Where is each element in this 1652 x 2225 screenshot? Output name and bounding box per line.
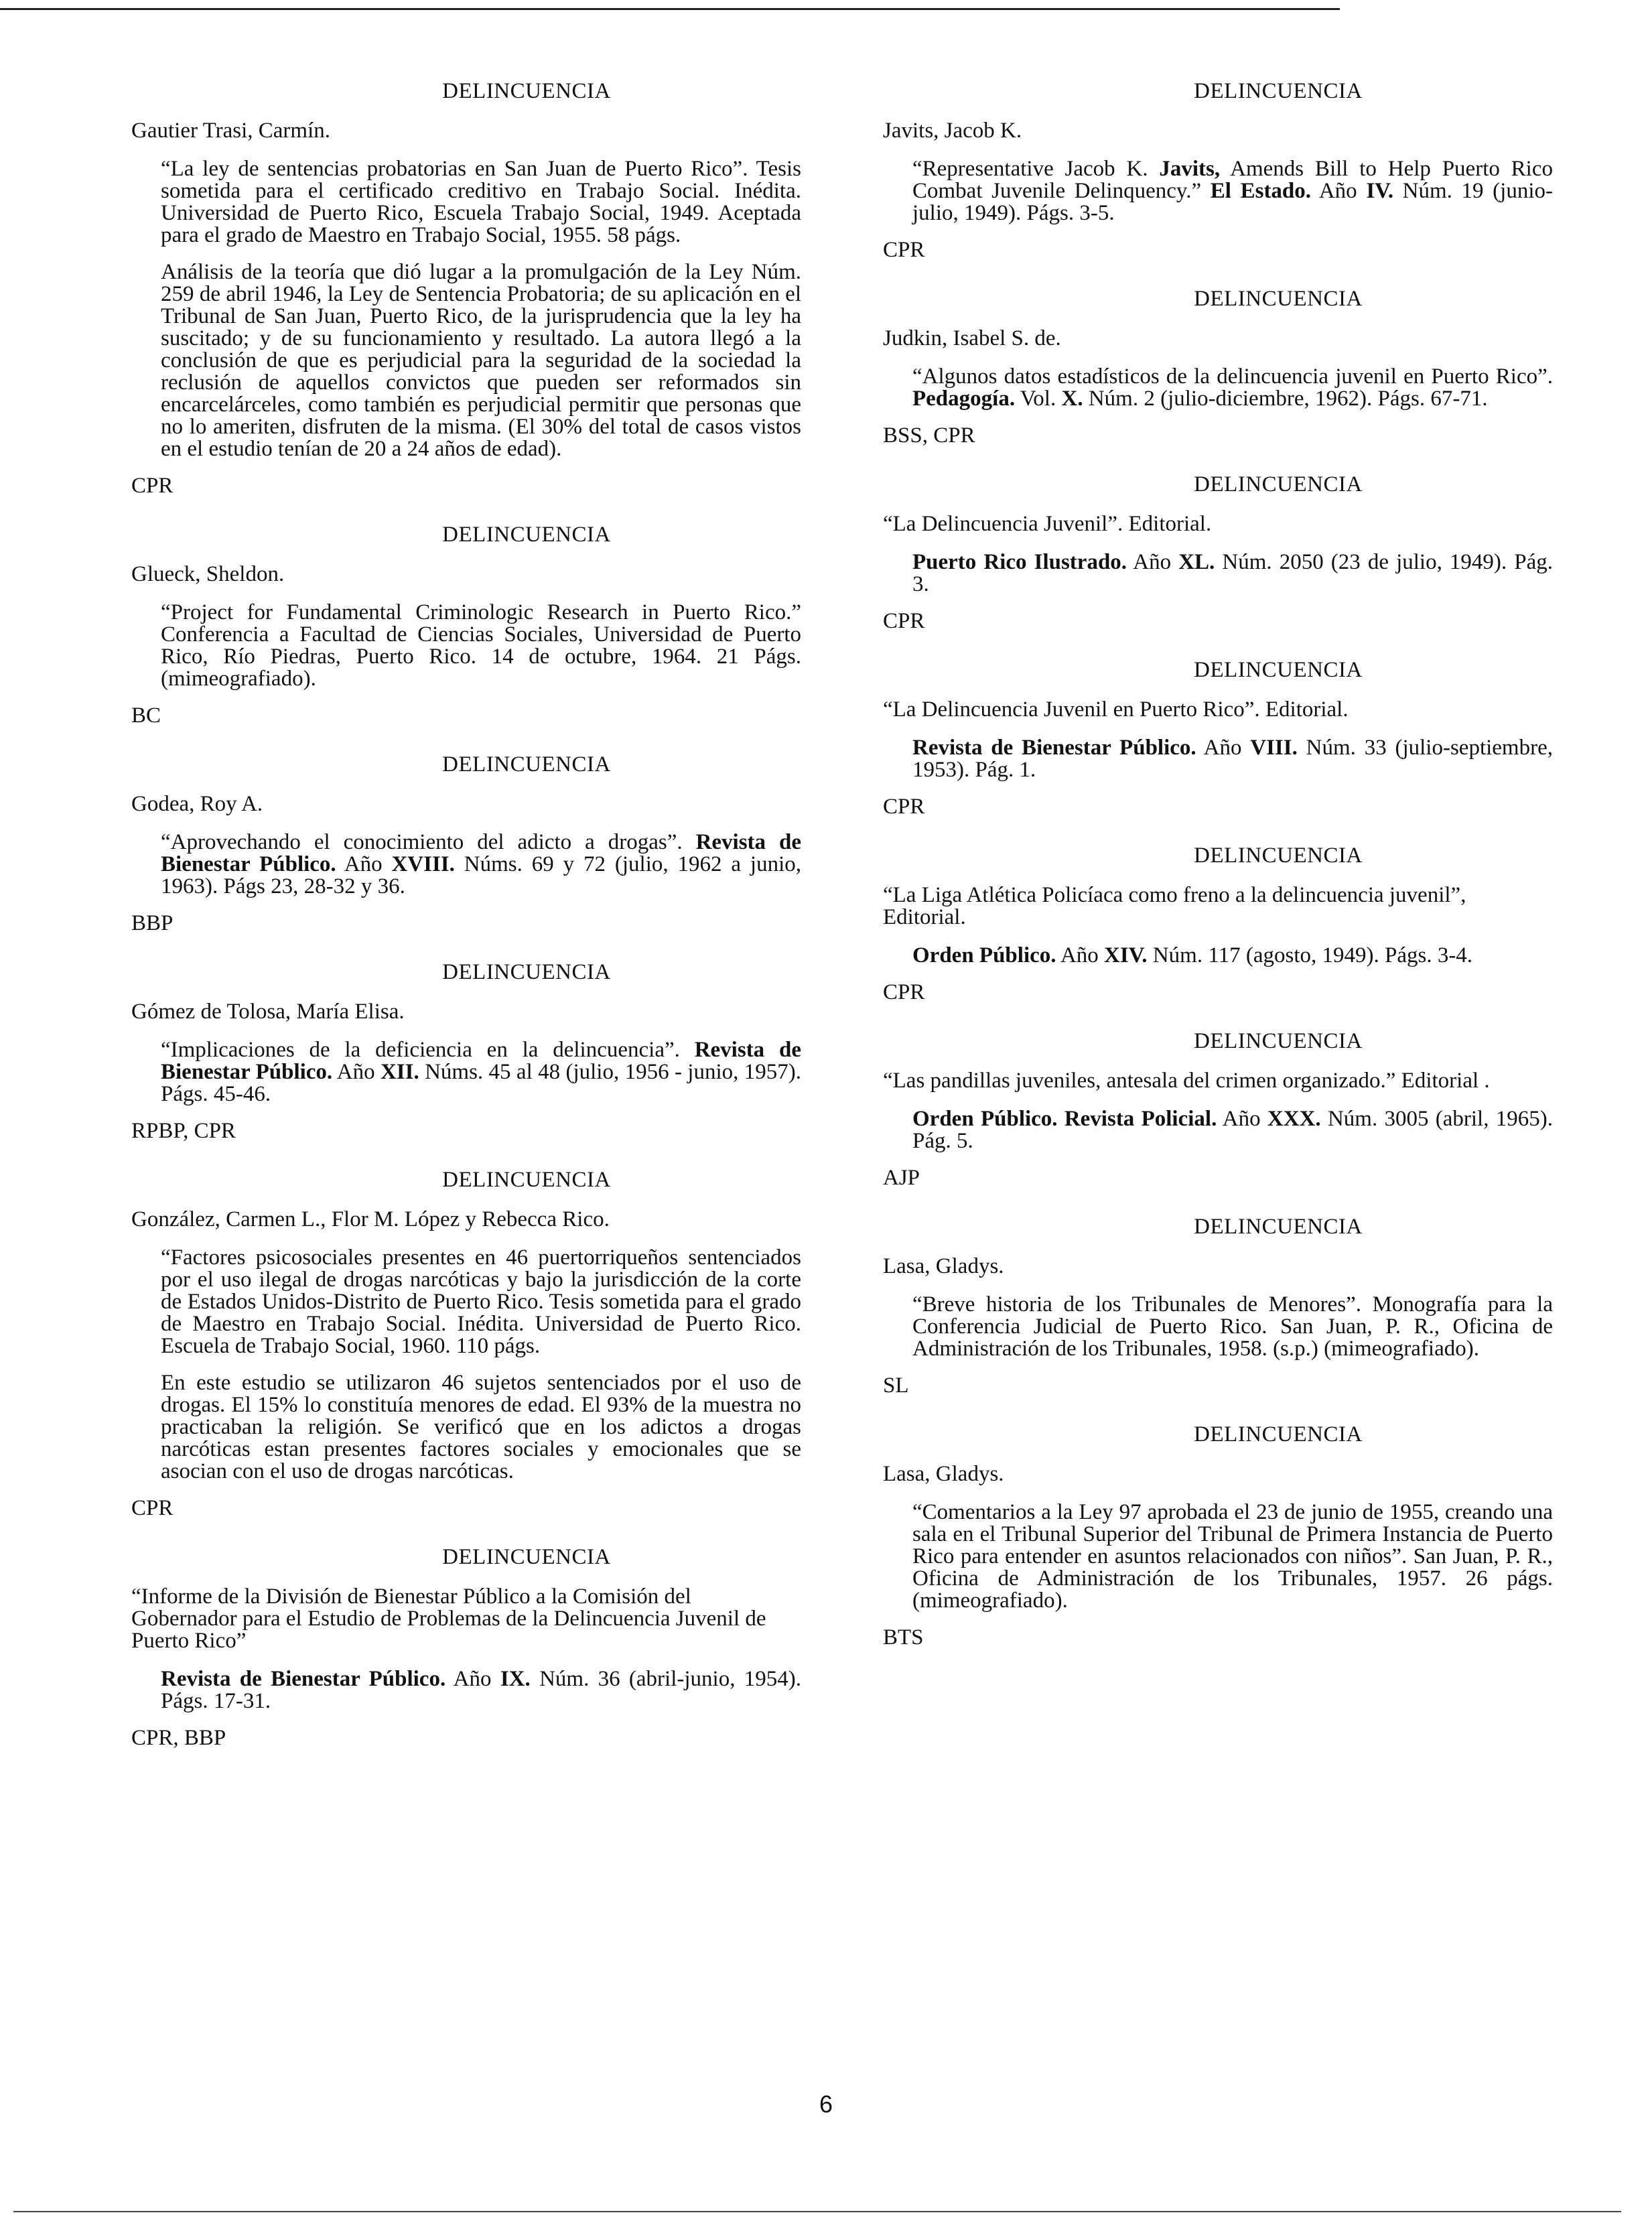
section-heading: DELINCUENCIA [442,79,611,103]
entry-lasa-comentarios [883,1424,1553,1649]
pub-year-label: Año [1217,1107,1267,1131]
journal-name: Orden Público. Revista Policial. [912,1107,1217,1131]
pub-vol-label: Vol. [1015,387,1062,411]
entry-la-delincuencia-juvenil [883,474,1553,632]
page-number: 6 [819,2090,833,2118]
entry-publication [883,945,1553,967]
pub-volume: XII. [380,1060,419,1084]
section-heading: DELINCUENCIA [442,523,611,547]
section-heading: DELINCUENCIA [1194,844,1363,868]
left-column [131,80,801,1776]
entry-la-delincuencia-pr [883,659,1553,818]
entry-publication [883,737,1553,781]
entry-title: “Breve historia de los Tribunales de Menores”. Monografía para la Conferencia Judicial de Puerto Rico. San Juan, P. R., Oficina de Administración de los Tribunales, 1958. (s.p.) (mimeografiado). [912,1292,1553,1361]
pub-year-label: Año [336,852,392,876]
entry-author: Javits, Jacob K. [883,119,1022,143]
journal-name: Puerto Rico Ilustrado. [912,550,1127,574]
pub-details: Núm. 117 (agosto, 1949). Págs. 3-4. [1147,943,1473,967]
entry-publication [131,1668,801,1712]
entry-author: “La Liga Atlética Policíaca como freno a la delincuencia juvenil”, Editorial. [883,883,1466,929]
journal-name: Revista de Bienestar Público. [912,736,1196,760]
entry-author: Gómez de Tolosa, María Elisa. [131,1000,405,1024]
section-heading: DELINCUENCIA [1194,79,1363,103]
entry-javits [883,80,1553,261]
pub-volume: VIII. [1250,736,1298,760]
section-heading: DELINCUENCIA [1194,1422,1363,1446]
entry-godea [131,754,801,935]
title-bold: Javits, [1159,157,1221,181]
pub-year-label: Año [332,1060,381,1084]
pub-volume: XIV. [1104,943,1148,967]
entry-library-code: BBP [131,911,174,935]
top-rule [0,8,1340,10]
entry-abstract: En este estudio se utilizaron 46 sujetos sentenciados por el uso de drogas. El 15% lo constituía menores de edad. El 93% de la muestra no practicaban la religión. Se verificó que en los adictos a drogas narcóticas estan presentes factores sociales y emocionales que se asocian con el uso de drogas narcóticas. [161,1371,801,1483]
entry-library-code: CPR [883,609,925,633]
journal-name: Revista de Bienestar Público. [161,1038,801,1084]
entry-library-code: CPR [131,474,174,498]
section-heading: DELINCUENCIA [442,1545,611,1569]
pub-details: Núm. 2050 (23 de julio, 1949). Pág. 3. [912,550,1553,596]
pub-year-label: Año [1127,550,1179,574]
entry-author: “La Delincuencia Juvenil en Puerto Rico”. Editorial. [883,697,1349,722]
entry-author: “La Delincuencia Juvenil”. Editorial. [883,512,1212,536]
section-heading: DELINCUENCIA [442,960,611,984]
section-heading: DELINCUENCIA [1194,1215,1363,1239]
pub-volume: X. [1061,387,1083,411]
entry-author: “Las pandillas juveniles, antesala del crimen organizado.” Editorial . [883,1069,1490,1093]
section-heading: DELINCUENCIA [442,1168,611,1192]
entry-library-code: CPR [883,795,925,819]
entry-gonzalez [131,1169,801,1520]
entry-library-code: SL [883,1373,909,1398]
entry-title: “La ley de sentencias probatorias en San Juan de Puerto Rico”. Tesis sometida para el certificado creditivo en Trabajo Social. Inédita. Universidad de Puerto Rico, Escuela Trabajo Social, 1949. Aceptada para el grado de Maestro en Trabajo Social, 1955. 58 págs. [161,157,801,247]
entry-liga-atletica [883,845,1553,1004]
pub-volume: XXX. [1267,1107,1321,1131]
pub-details: Núm. 3005 (abril, 1965). Pág. 5. [912,1107,1553,1153]
entry-title-text: “Algunos datos estadísticos de la delincuencia juvenil en Puerto Rico”. [912,364,1553,389]
entry-library-code: CPR [883,980,925,1004]
section-heading: DELINCUENCIA [1194,472,1363,496]
entry-title-text: “Implicaciones de la deficiencia en la delincuencia”. [161,1038,680,1062]
entry-title-text: “Representative Jacob K. [912,157,1160,181]
pub-details: Núm. 33 (julio-septiembre, 1953). Pág. 1. [912,736,1553,782]
entry-title: “Factores psicosociales presentes en 46 puertorriqueños sentenciados por el uso ilegal de drogas narcóticas y bajo la jurisdicción de la corte de Estados Unidos-Distrito de Puerto Rico. Tesis sometida para el grado de Maestro en Trabajo Social. Inédita. Universidad de Puerto Rico. Escuela de Trabajo Social, 1960. 110 págs. [161,1245,801,1358]
entry-title: “Project for Fundamental Criminologic Research in Puerto Rico.” Conferencia a Facultad de Ciencias Sociales, Universidad de Puerto Rico, Río Piedras, Puerto Rico. 14 de octubre, 1964. 21 Págs. (mimeografiado). [161,600,801,691]
pub-volume: XL. [1178,550,1215,574]
section-heading: DELINCUENCIA [1194,1029,1363,1053]
bottom-rule [13,2211,1621,2212]
pub-year-label: Año [1056,943,1105,967]
pub-year-label: Año [1196,736,1251,760]
journal-name: Revista de Bienestar Público. [161,1667,446,1691]
entry-glueck [131,524,801,727]
entry-author: Lasa, Gladys. [883,1254,1004,1278]
entry-gautier [131,80,801,497]
entry-title-text: “Aprovechando el conocimiento del adicto a drogas”. [161,830,683,854]
section-heading: DELINCUENCIA [1194,287,1363,311]
journal-name: Pedagogía. [912,387,1016,411]
journal-name: Orden Público. [912,943,1056,967]
section-heading: DELINCUENCIA [442,752,611,777]
entry-author: González, Carmen L., Flor M. López y Rebecca Rico. [131,1207,610,1231]
pub-details: Núm. 36 (abril-junio, 1954). Págs. 17-31. [161,1667,802,1713]
entry-judkin [883,288,1553,447]
entry-title [131,831,801,898]
pub-year-label: Año [445,1667,500,1691]
entry-informe [131,1546,801,1749]
entry-publication [883,551,1553,596]
entry-pandillas [883,1030,1553,1189]
pub-volume: XVIII. [391,852,455,876]
entry-gomez [131,961,801,1142]
entry-library-code: CPR [131,1496,174,1520]
entry-title-text-2: Amends Bill to Help Puerto Rico Combat Juvenile Delinquency.” [912,157,1553,203]
entry-author: Lasa, Gladys. [883,1462,1004,1486]
entry-publication [883,1108,1553,1152]
section-heading: DELINCUENCIA [1194,658,1363,682]
right-column [883,80,1553,1676]
entry-abstract: Análisis de la teoría que dió lugar a la promulgación de la Ley Núm. 259 de abril 1946, la Ley de Sentencia Probatoria; de su aplicación en el Tribunal de San Juan, Puerto Rico, de la jurisprudencia que la ley ha suscitado; y de su funcionamiento y resultado. La autora llegó a la conclusión de que es perjudicial para la seguridad de la sociedad la reclusión de aquellos convictos que pueden ser reformados sin encarcelárceles, como también es perjudicial permitir que personas que no lo ameriten, disfruten de la misma. (El 30% del total de casos vistos en el estudio tenían de 20 a 24 años de edad). [161,260,801,461]
pub-details: Núms. 45 al 48 (julio, 1956 - junio, 1957). Págs. 45-46. [161,1060,802,1106]
entry-library-code: BSS, CPR [883,423,975,448]
pub-volume: IX. [500,1667,531,1691]
entry-author: Gautier Trasi, Carmín. [131,119,330,143]
entry-author: “Informe de la División de Bienestar Público a la Comisión del Gobernador para el Estudio de Problemas de la Delincuencia Juvenil de Puerto Rico” [131,1585,766,1653]
pub-details: Núm. 19 (junio-julio, 1949). Págs. 3-5. [912,179,1553,225]
entry-author: Judkin, Isabel S. de. [883,326,1061,350]
journal-name: El Estado. [1210,179,1312,203]
entry-title: “Comentarios a la Ley 97 aprobada el 23 de junio de 1955, creando una sala en el Tribunal Superior del Tribunal de Primera Instancia de Puerto Rico para entender en asuntos relacionados con niños”. San Juan, P. R., Oficina de Administración de los Tribunales, 1957. 26 págs. (mimeografiado). [912,1500,1553,1613]
entry-library-code: RPBP, CPR [131,1119,236,1143]
journal-name: Revista de Bienestar Público. [161,830,802,876]
entry-title [131,1039,801,1105]
entry-library-code: CPR, BBP [131,1726,226,1750]
pub-volume: IV. [1366,179,1393,203]
entry-lasa-breve [883,1216,1553,1397]
entry-title [883,366,1553,410]
entry-library-code: AJP [883,1166,920,1190]
entry-library-code: BTS [883,1625,924,1649]
entry-author: Glueck, Sheldon. [131,562,285,586]
entry-library-code: BC [131,703,161,728]
entry-library-code: CPR [883,238,925,262]
pub-year-label: Año [1311,179,1367,203]
pub-details: Núm. 2 (julio-diciembre, 1962). Págs. 67-71. [1083,387,1488,411]
entry-author: Godea, Roy A. [131,792,263,816]
pub-details: Núms. 69 y 72 (julio, 1962 a junio, 1963). Págs 23, 28-32 y 36. [161,852,801,898]
entry-title [883,158,1553,224]
